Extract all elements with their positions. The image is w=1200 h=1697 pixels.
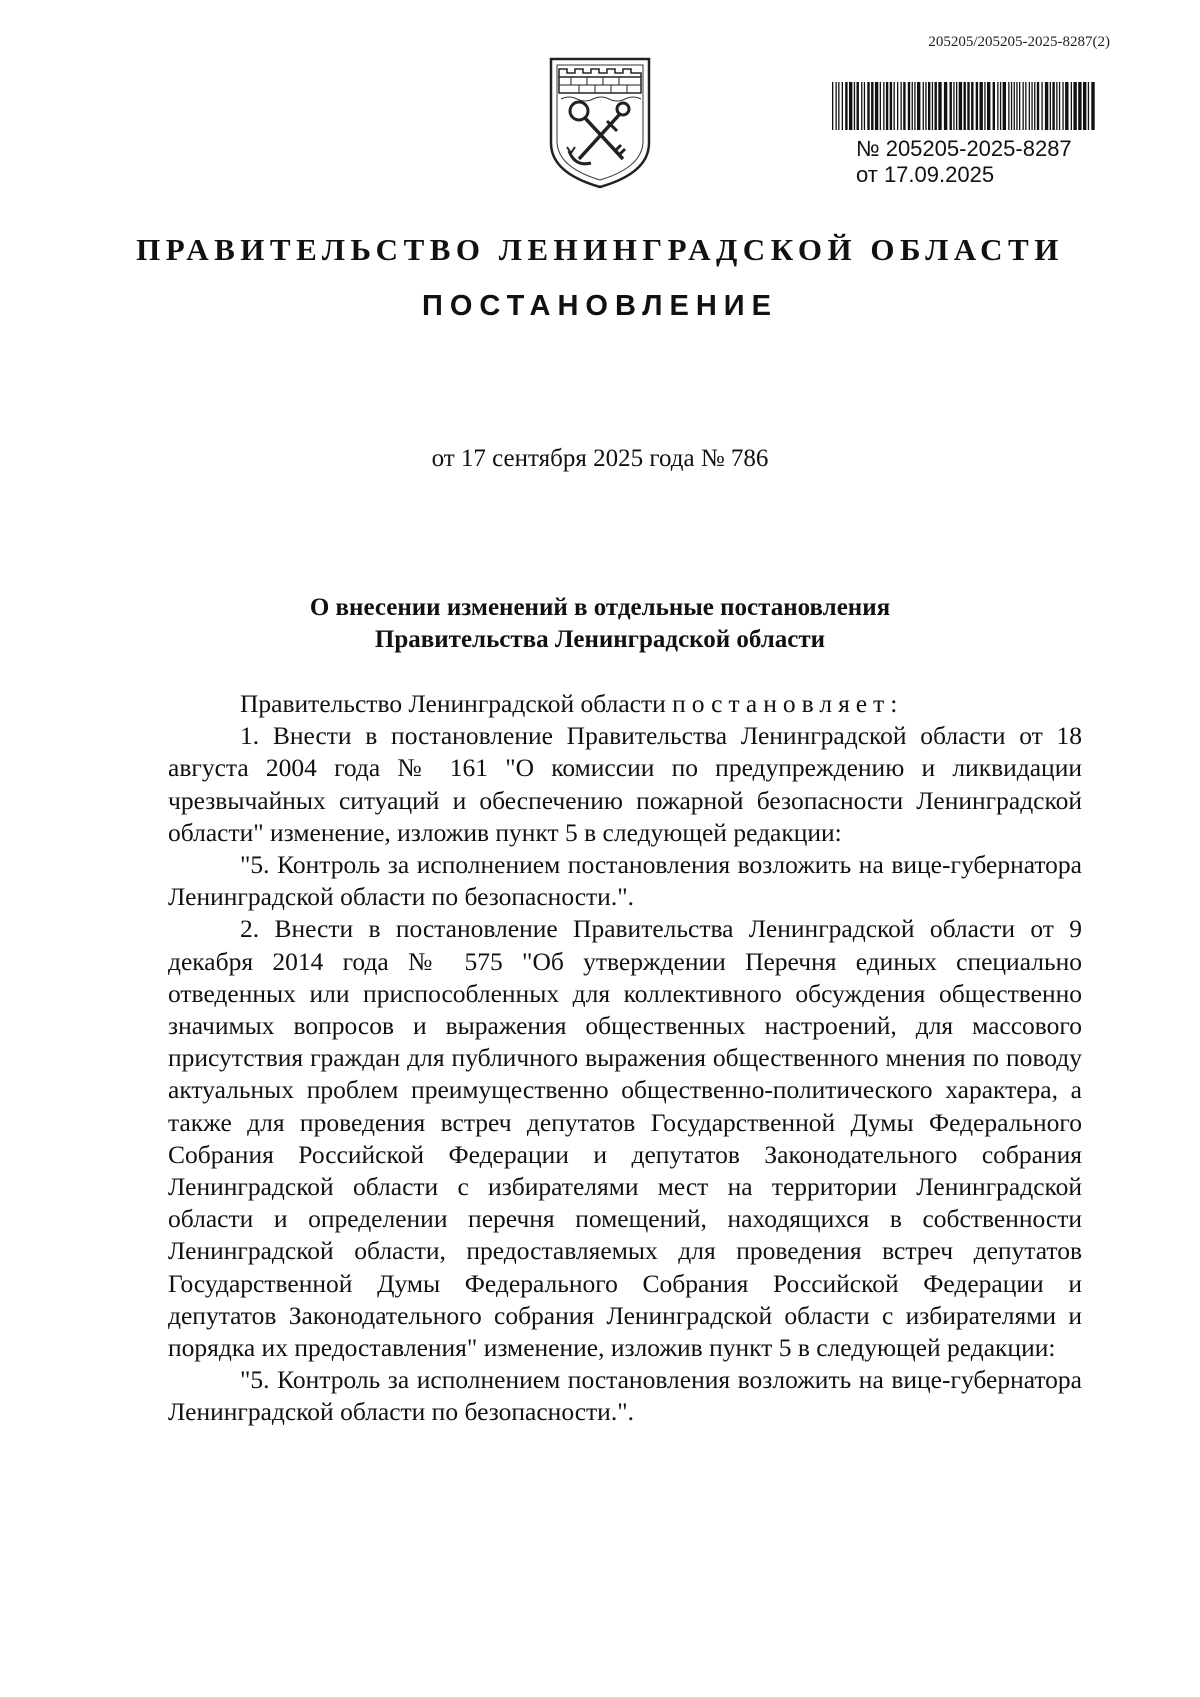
barcode-bar: [950, 82, 952, 130]
barcode-bar: [997, 82, 998, 130]
preamble: [168, 688, 1082, 720]
preamble-decree-word: постановляет:: [672, 689, 904, 718]
barcode-bar: [953, 82, 954, 130]
barcode-bar: [886, 82, 888, 130]
barcode-bar: [849, 82, 852, 130]
registration-block: [830, 82, 1095, 188]
item-1-quote: "5. Контроль за исполнением постановления возложить на вице-губернатора Ленинградской области по безопасности.".: [168, 850, 1082, 912]
barcode-bar: [976, 82, 978, 130]
document-subject-line: Правительства Ленинградской области: [374, 626, 826, 653]
barcode-bar: [880, 82, 881, 130]
barcode-bar: [890, 82, 892, 130]
barcode-bar: [1078, 82, 1081, 130]
barcode-bar: [1062, 82, 1063, 130]
barcode-bar: [971, 82, 973, 130]
barcode-bar: [836, 82, 837, 130]
barcode-bar: [1025, 82, 1026, 130]
barcode-bar: [912, 82, 913, 130]
barcode-bar: [1088, 82, 1089, 130]
barcode-bar: [864, 82, 865, 130]
barcode-bar: [1052, 82, 1054, 130]
barcode-bar: [959, 82, 962, 130]
barcode-bar: [993, 82, 995, 130]
barcode-bar: [871, 82, 873, 130]
barcode-bar: [938, 82, 941, 130]
barcode-bar: [925, 82, 926, 130]
barcode-bar: [1056, 82, 1057, 130]
document-type: ПОСТАНОВЛЕНИЕ: [422, 290, 778, 322]
barcode-bar: [894, 82, 895, 130]
barcode-bar: [903, 82, 905, 130]
barcode-bar: [1031, 82, 1032, 130]
barcode-bar: [944, 82, 947, 130]
barcode-bar: [1045, 82, 1048, 130]
barcode-bar: [1083, 82, 1086, 130]
barcode-bar: [987, 82, 990, 130]
item-1: 1. Внести в постановление Правительства Ленинградской области от 18 августа 2004 года № 161 "О комиссии по предупреждению и ликвидации чрезвычайных ситуаций и обеспечению пожарной безопасности Ленинградской области" изменение, изложив пункт 5 в следующей редакции:: [168, 721, 1082, 847]
barcode-bar: [867, 82, 869, 130]
barcode-bar: [1000, 82, 1001, 130]
barcode-bar: [1073, 82, 1076, 130]
barcode-bar: [984, 82, 985, 130]
barcode-bar: [1050, 82, 1051, 130]
document-subject-line: О внесении изменений в отдельные постановления: [309, 594, 891, 621]
document-body: [168, 688, 1082, 1429]
barcode-bar: [897, 82, 898, 130]
barcode-bar: [914, 82, 915, 130]
barcode-bar: [1019, 82, 1020, 130]
barcode-bar: [1016, 82, 1017, 130]
barcode-bar: [1059, 82, 1060, 130]
barcode-bar: [967, 82, 969, 130]
barcode-bar: [1065, 82, 1068, 130]
barcode-bar: [923, 82, 924, 130]
preamble-text: Правительство Ленинградской области: [240, 689, 673, 718]
barcode-bar: [883, 82, 884, 130]
barcode-bar: [1023, 82, 1024, 130]
barcode-bar: [1011, 82, 1012, 130]
barcode-bar: [838, 82, 839, 130]
barcode-bar: [980, 82, 983, 130]
barcode-bar: [932, 82, 933, 130]
barcode-bar: [1008, 82, 1009, 130]
barcode-bar: [842, 82, 843, 130]
barcode-bar: [861, 82, 862, 130]
item-2: 2. Внести в постановление Правительства Ленинградской области от 9 декабря 2014 года № 575 "Об утверждении Перечня единых специально отведенных или приспособленных для коллективного обсуждения общественно значимых вопросов и выражения общественных настроений, для массового присутствия граждан для публичного выражения общественного мнения по поводу актуальных проблем преимущественно общественно-политического характера, а также для проведения встреч депутатов Государственной Думы Федерального Собрания Российской Федерации и депутатов Законодательного собрания Ленинградской области с избирателями мест на территории Ленинградской области и определении перечня помещений, находящихся в собственности Ленинградской области, предоставляемых для проведения встреч депутатов Государственной Думы Федерального Собрания Российской Федерации и депутатов Законодательного собрания Ленинградской области с избирателями и порядка их предоставления" изменение, изложив пункт 5 в следующей редакции:: [168, 914, 1082, 1363]
barcode-bar: [845, 82, 847, 130]
barcode-bar: [917, 82, 920, 130]
document-subject: [0, 592, 1200, 656]
barcode-bar: [875, 82, 878, 130]
barcode-bar: [908, 82, 910, 130]
barcode-bar: [857, 82, 859, 130]
barcode-bar: [964, 82, 966, 130]
barcode-bar: [1029, 82, 1030, 130]
barcode-bar: [1091, 82, 1094, 130]
barcode-bar: [901, 82, 902, 130]
barcode-icon: [830, 82, 1095, 130]
barcode-bar: [1034, 82, 1035, 130]
barcode-bar: [928, 82, 930, 130]
barcode-bar: [1003, 82, 1006, 130]
organization-name: ПРАВИТЕЛЬСТВО ЛЕНИНГРАДСКОЙ ОБЛАСТИ: [136, 232, 1064, 267]
barcode-bar: [935, 82, 937, 130]
barcode-bar: [1037, 82, 1039, 130]
item-2-quote: "5. Контроль за исполнением постановления возложить на вице-губернатора Ленинградской области по безопасности.".: [168, 1365, 1082, 1427]
barcode-bar: [1014, 82, 1015, 130]
registration-number: № 205205-2025-8287: [856, 136, 1072, 161]
document-date-number: от 17 сентября 2025 года № 786: [431, 445, 769, 472]
coat-of-arms-icon: [545, 55, 655, 190]
registration-date: от 17.09.2025: [856, 162, 995, 187]
document-code: 205205/205205-2025-8287(2): [928, 34, 1110, 50]
barcode-bar: [956, 82, 957, 130]
barcode-bar: [832, 82, 833, 130]
barcode-bar: [1071, 82, 1072, 130]
barcode-bar: [854, 82, 855, 130]
barcode-bar: [1041, 82, 1042, 130]
